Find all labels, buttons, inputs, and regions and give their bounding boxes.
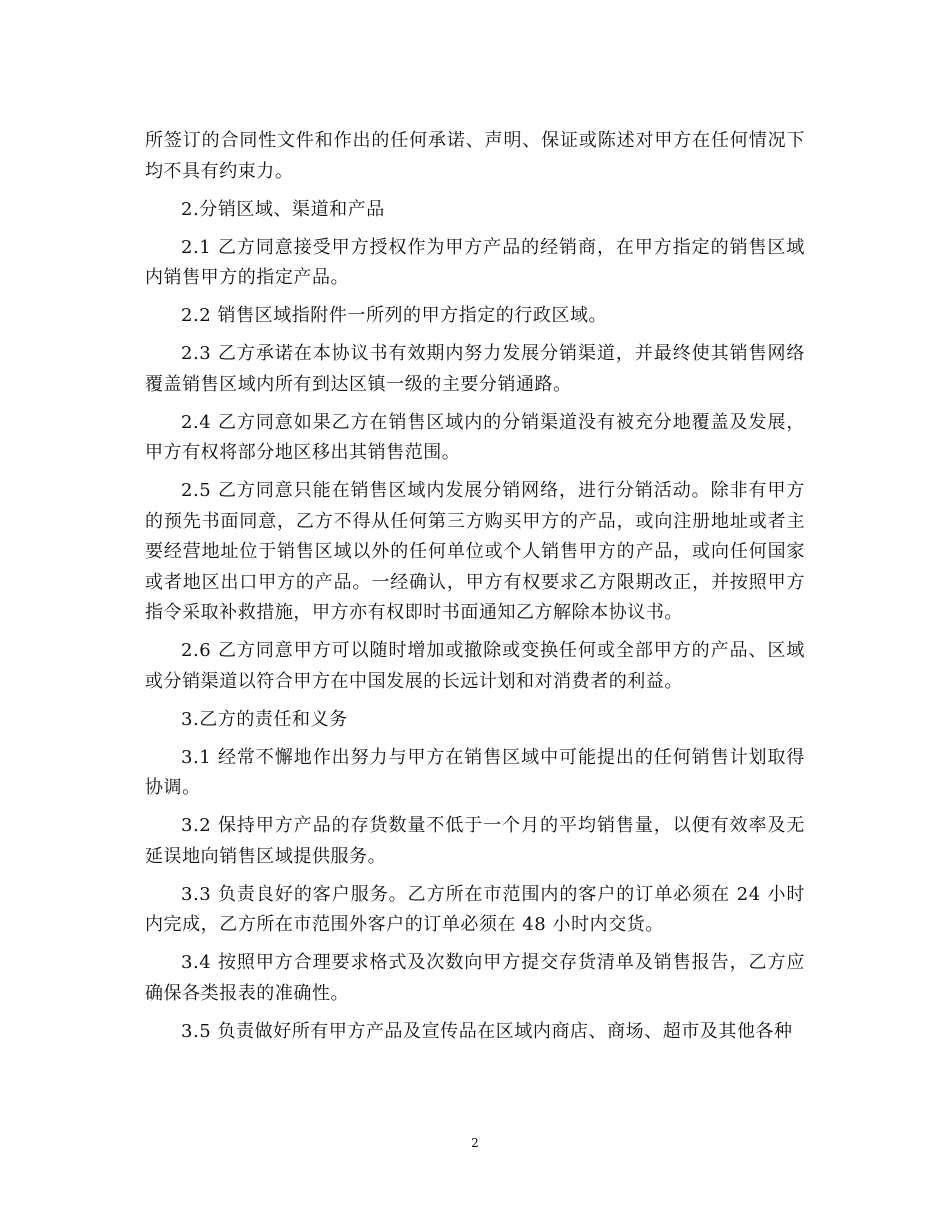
clause-paragraph: 2.5 乙方同意只能在销售区域内发展分销网络，进行分销活动。除非有甲方的预先书面同意，乙方不得从任何第三方购买甲方的产品，或向注册地址或者主要经营地址位于销售区域以外的任何单位或个人销售甲方的产品，或向任何国家或者地区出口甲方的产品。一经确认，甲方有权要求乙方限期改正，并按照甲方指令采取补救措施，甲方亦有权即时书面通知乙方解除本协议书。 [145,480,805,623]
clause-paragraph: 3.1 经常不懈地作出努力与甲方在销售区域中可能提出的任何销售计划取得协调。 [145,746,805,798]
page-number: 2 [471,1136,479,1150]
clause-paragraph: 2.3 乙方承诺在本协议书有效期内努力发展分销渠道，并最终使其销售网络覆盖销售区域内所有到达区镇一级的主要分销通路。 [145,343,805,395]
clause-paragraph: 3.2 保持甲方产品的存货数量不低于一个月的平均销售量，以便有效率及无延误地向销售区域提供服务。 [145,815,805,867]
document-body [145,126,805,1055]
section-heading: 2.分销区域、渠道和产品 [181,198,385,220]
clause-paragraph: 2.4 乙方同意如果乙方在销售区域内的分销渠道没有被充分地覆盖及发展，甲方有权将部分地区移出其销售范围。 [145,411,805,463]
clause-paragraph: 3.4 按照甲方合理要求格式及次数向甲方提交存货清单及销售报告，乙方应确保各类报表的准确性。 [145,952,805,1004]
section-heading: 3.乙方的责任和义务 [181,708,348,730]
clause-paragraph: 2.1 乙方同意接受甲方授权作为甲方产品的经销商，在甲方指定的销售区域内销售甲方的指定产品。 [145,236,805,288]
clause-paragraph: 2.2 销售区域指附件一所列的甲方指定的行政区域。 [181,305,608,326]
clause-paragraph: 3.5 负责做好所有甲方产品及宣传品在区域内商店、商场、超市及其他各种 [181,1020,793,1042]
paragraph: 所签订的合同性文件和作出的任何承诺、声明、保证或陈述对甲方在任何情况下均不具有约束力。 [145,130,805,182]
clause-paragraph: 3.3 负责良好的客户服务。乙方所在市范围内的客户的订单必须在 24 小时内完成，乙方所在市范围外客户的订单必须在 48 小时内交货。 [145,883,805,935]
clause-paragraph: 2.6 乙方同意甲方可以随时增加或撤除或变换任何或全部甲方的产品、区域或分销渠道以符合甲方在中国发展的长远计划和对消费者的利益。 [145,640,805,692]
